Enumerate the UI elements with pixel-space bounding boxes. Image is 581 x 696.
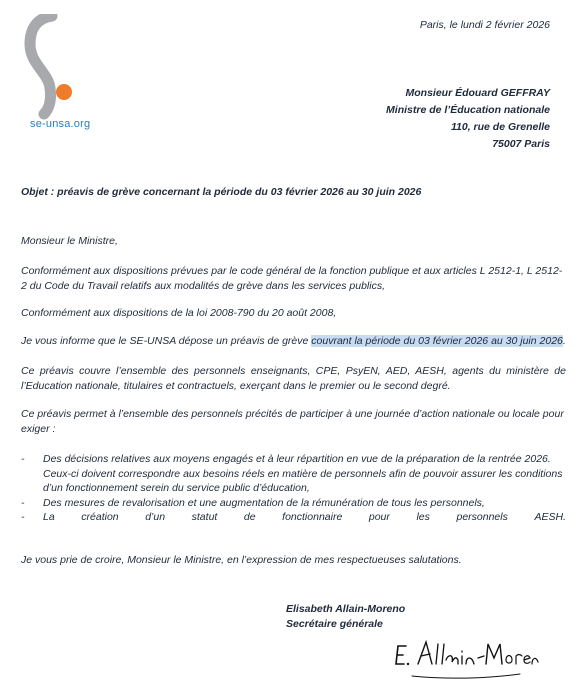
- word: les: [416, 511, 430, 523]
- logo-text: se-unsa.org: [30, 118, 91, 130]
- signer-name: Elisabeth Allain-Moreno: [286, 603, 406, 615]
- word: fonctionnaire: [282, 511, 343, 523]
- paragraph-law-reference: Conformément aux dispositions de la loi 2008-790 du 20 août 2008,: [21, 307, 337, 319]
- addressee-city: 75007 Paris: [492, 138, 550, 150]
- signer-block: [286, 602, 405, 632]
- word: création: [81, 511, 119, 523]
- paragraph-legal-basis: Conformément aux dispositions prévues par le code général de la fonction publique et aux articles L 2512-1, L 2512-2 du Code du Travail relatifs aux modalités de grève dans les services publics,: [21, 265, 563, 292]
- addressee-street: 110, rue de Grenelle: [450, 121, 550, 133]
- highlighted-period: couvrant la période du 03 février 2026 au 30 juin 2026: [311, 335, 563, 347]
- paragraph-scope: Ce préavis couvre l’ensemble des personnels enseignants, CPE, PsyEN, AED, AESH, agents du ministère de l’Education nationale, titulaires et contractuels, exerçant dans le premier ou le second degré.: [21, 365, 566, 392]
- bullet-dash: -: [21, 511, 25, 523]
- strike-notice-text: Je vous informe que le SE-UNSA dépose un préavis de grève: [21, 335, 312, 347]
- letter-object: Objet : préavis de grève concernant la période du 03 février 2026 au 30 juin 2026: [21, 186, 422, 198]
- word: La: [43, 511, 55, 523]
- list-item: [21, 452, 566, 496]
- word: AESH.: [534, 511, 566, 523]
- word: d’un: [145, 511, 166, 523]
- closing-formula: Je vous prie de croire, Monsieur le Ministre, en l’expression de mes respectueuses salutations.: [21, 554, 462, 566]
- list-item: [21, 496, 566, 511]
- demand-resources: Des décisions relatives aux moyens engagés et à leur répartition en vue de la préparation de la rentrée 2026. Ceux-ci doivent correspondre aux besoins réels en matière de personnels afin de pouvoir assurer les conditions d’un fonctionnement serein du service public d’éducation,: [43, 453, 563, 494]
- demand-salary: Des mesures de revalorisation et une augmentation de la rémunération de tous les personnels,: [43, 496, 485, 509]
- addressee-block: [386, 85, 550, 153]
- signer-role: Secrétaire générale: [286, 618, 383, 630]
- paragraph-demands-intro: Ce préavis permet à l’ensemble des personnels précités de participer à une journée d’action nationale ou locale pour exiger :: [21, 408, 564, 435]
- word: pour: [368, 511, 390, 523]
- addressee-title: Ministre de l’Éducation nationale: [386, 104, 550, 116]
- addressee-name: Monsieur Édouard GEFFRAY: [405, 87, 550, 99]
- paragraph-strike-notice: [21, 334, 566, 349]
- handwritten-signature: [392, 634, 542, 684]
- word: statut: [191, 511, 218, 523]
- salutation: Monsieur le Ministre,: [21, 235, 118, 247]
- strike-notice-end: .: [562, 335, 566, 347]
- bullet-dash: -: [21, 496, 25, 509]
- list-item: [21, 510, 566, 525]
- demand-aesh-status: [43, 510, 566, 525]
- word: de: [243, 511, 256, 523]
- bullet-dash: -: [21, 453, 25, 465]
- demands-list: [21, 452, 566, 525]
- letter-date: Paris, le lundi 2 février 2026: [419, 19, 550, 31]
- word: personnels: [456, 511, 508, 523]
